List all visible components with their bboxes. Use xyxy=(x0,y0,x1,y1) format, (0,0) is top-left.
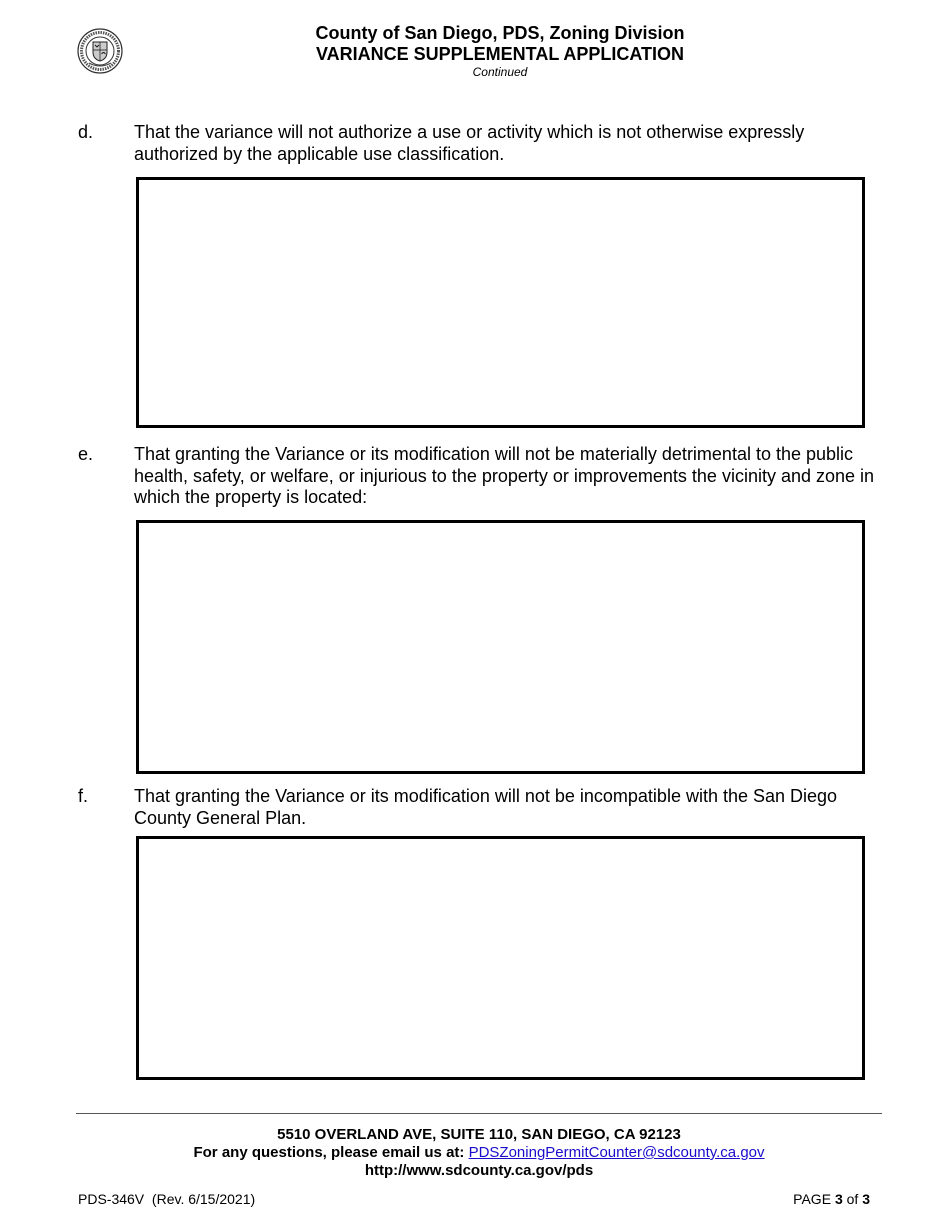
page-footer xyxy=(78,1126,880,1180)
answer-field-e[interactable] xyxy=(136,520,865,774)
answer-field-d[interactable] xyxy=(136,177,865,428)
footer-divider xyxy=(76,1113,882,1114)
office-address: 5510 OVERLAND AVE, SUITE 110, SAN DIEGO, CA 92123 xyxy=(277,1126,681,1143)
page-label: PAGE xyxy=(793,1191,832,1207)
form-title: VARIANCE SUPPLEMENTAL APPLICATION xyxy=(315,44,684,64)
page-total: 3 xyxy=(862,1191,870,1207)
question-text: That granting the Variance or its modification will not be materially detrimental to the public health, safety, or welfare, or injurious to the property or improvements the vicinity and zone in which the property is located: xyxy=(134,444,875,507)
page-current: 3 xyxy=(834,1191,843,1207)
email-link[interactable]: PDSZoningPermitCounter@sdcounty.ca.gov xyxy=(468,1144,765,1161)
page-header xyxy=(250,22,750,80)
question-e xyxy=(78,444,888,509)
page-of: of xyxy=(846,1191,859,1207)
questions-label: For any questions, please email us at: xyxy=(193,1144,465,1161)
contact-line xyxy=(78,1144,880,1162)
county-seal-icon xyxy=(77,28,123,74)
question-d xyxy=(78,122,888,165)
form-number: PDS-346V (Rev. 6/15/2021) xyxy=(78,1191,256,1207)
website-url: http://www.sdcounty.ca.gov/pds xyxy=(364,1162,594,1179)
page-number xyxy=(793,1190,870,1208)
question-letter: f. xyxy=(78,786,89,806)
question-text: That the variance will not authorize a use or activity which is not otherwise expressly authorized by the applicable use classification. xyxy=(134,122,805,164)
question-letter: d. xyxy=(78,122,94,142)
question-f xyxy=(78,786,888,829)
question-letter: e. xyxy=(78,444,94,464)
county-division-title: County of San Diego, PDS, Zoning Division xyxy=(315,23,685,43)
question-text: That granting the Variance or its modification will not be incompatible with the San Diego County General Plan. xyxy=(134,786,838,828)
continued-label: Continued xyxy=(472,65,528,79)
answer-field-f[interactable] xyxy=(136,836,865,1080)
